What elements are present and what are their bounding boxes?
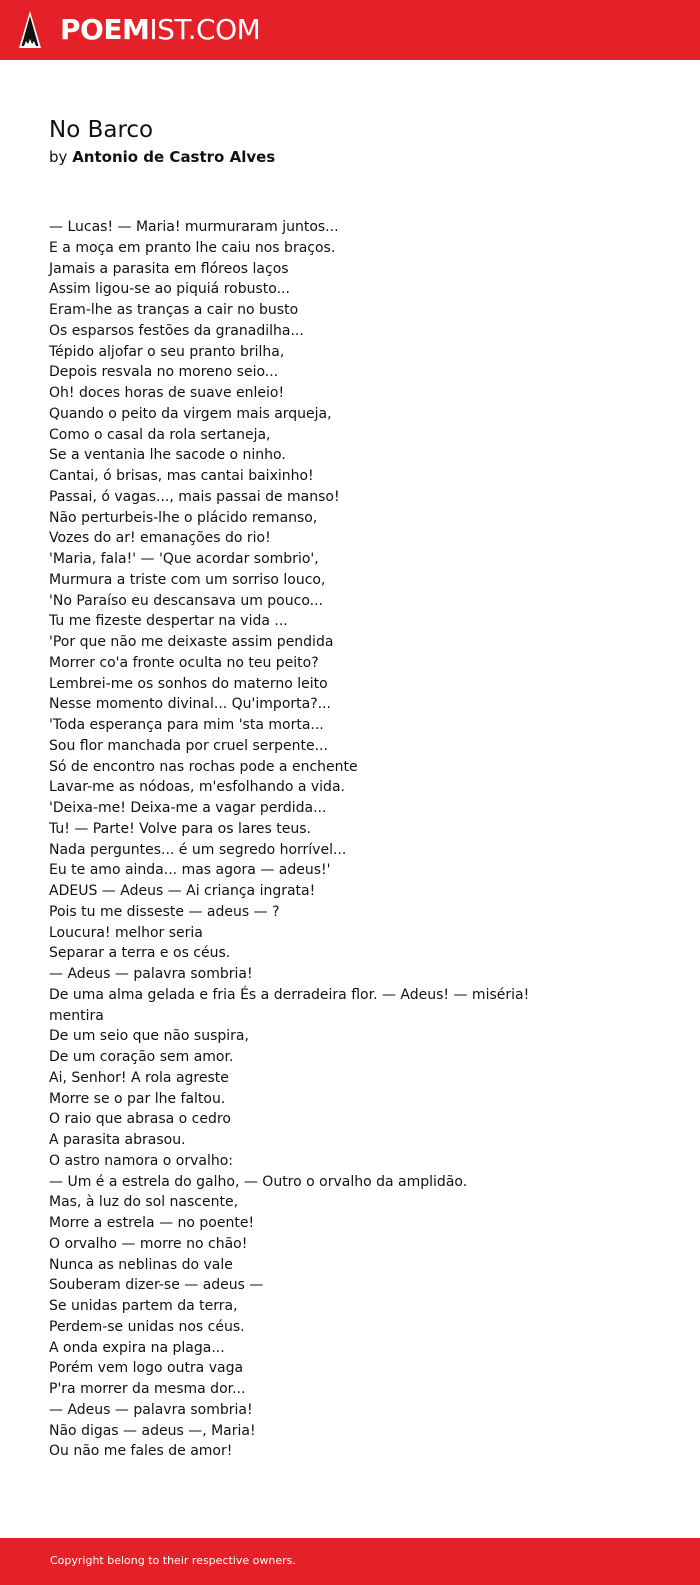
poem-line: Jamais a parasita em flóreos laços	[49, 260, 289, 277]
poem-line: O raio que abrasa o cedro	[49, 1111, 231, 1128]
poem-line: Morre a estrela — no poente!	[49, 1215, 255, 1231]
poem-title: No Barco	[49, 117, 154, 143]
poem-line: Sou flor manchada por cruel serpente...	[49, 737, 328, 754]
poem-line: Ai, Senhor! A rola agreste	[49, 1069, 229, 1086]
byline-prefix: by	[49, 148, 68, 166]
poem-line: Nunca as neblinas do vale	[49, 1256, 233, 1273]
site-footer	[0, 1538, 700, 1585]
author-name: Antonio de Castro Alves	[72, 148, 276, 166]
pencil-icon[interactable]	[18, 10, 42, 50]
poem-byline	[49, 146, 669, 168]
poem-line: Porém vem logo outra vaga	[49, 1360, 244, 1377]
poem-line: — Adeus — palavra sombria!	[49, 1401, 253, 1418]
poem-line: 'Toda esperança para mim 'sta morta...	[49, 717, 324, 733]
poem-line: Murmura a triste com um sorriso louco,	[49, 571, 326, 588]
poem-line: Lembrei-me os sonhos do materno leito	[49, 675, 328, 692]
poem-body	[49, 217, 529, 1462]
poem-line: — Um é a estrela do galho, — Outro o orvalho da amplidão.	[49, 1173, 468, 1190]
poem-line: mentira	[49, 1007, 104, 1024]
poem-line: Não digas — adeus —, Maria!	[49, 1422, 256, 1439]
poem-line: De um seio que não suspira,	[49, 1028, 249, 1045]
poem-line: Eram-lhe as tranças a cair no busto	[49, 302, 299, 318]
poem-line: Tu me fizeste despertar na vida ...	[49, 613, 288, 630]
poem-line: ADEUS — Adeus — Ai criança ingrata!	[49, 883, 316, 899]
poem-line: Pois tu me disseste — adeus — ?	[49, 903, 280, 920]
poem-line: 'Maria, fala!' — 'Que acordar sombrio',	[49, 551, 319, 567]
poem-line: De um coração sem amor.	[49, 1049, 234, 1065]
poem-line: Só de encontro nas rochas pode a enchente	[49, 758, 358, 775]
poem-line: Eu te amo ainda... mas agora — adeus!'	[49, 862, 331, 879]
poem-line: Nesse momento divinal... Qu'importa?...	[49, 696, 331, 713]
logo-light-text: IST.COM	[149, 13, 261, 46]
site-header	[0, 0, 700, 60]
poem-line: E a moça em pranto lhe caiu nos braços.	[49, 239, 336, 256]
poem-line: 'No Paraíso eu descansava um pouco...	[49, 592, 323, 609]
poem-line: De uma alma gelada e fria És a derradeira flor. — Adeus! — miséria!	[49, 986, 530, 1003]
poem-line: Souberam dizer-se — adeus —	[49, 1277, 264, 1294]
copyright-text: Copyright belong to their respective owners.	[50, 1554, 296, 1567]
logo-bold-text: POEM	[60, 13, 150, 46]
poem-line: Se a ventania lhe sacode o ninho.	[49, 447, 286, 464]
poem-line: Ou não me fales de amor!	[49, 1443, 233, 1460]
poem-line: O astro namora o orvalho:	[49, 1152, 233, 1169]
poem-line: Se unidas partem da terra,	[49, 1298, 238, 1314]
poem-line: Como o casal da rola sertaneja,	[49, 426, 271, 443]
poem-line: Nada perguntes... é um segredo horrível...	[49, 841, 347, 858]
poem-line: — Lucas! — Maria! murmuraram juntos...	[49, 219, 339, 235]
poem-line: Depois resvala no moreno seio...	[49, 364, 279, 381]
poem-line: Tépido aljofar o seu pranto brilha,	[49, 343, 285, 360]
poem-line: Cantai, ó brisas, mas cantai baixinho!	[49, 468, 314, 484]
poem-line: Morre se o par lhe faltou.	[49, 1090, 226, 1107]
poem-line: Quando o peito da virgem mais arqueja,	[49, 405, 332, 422]
poem-line: Perdem-se unidas nos céus.	[49, 1318, 245, 1335]
poem-line: Morrer co'a fronte oculta no teu peito?	[49, 654, 319, 671]
site-logo[interactable]	[60, 12, 260, 48]
poem-line: Os esparsos festões da granadilha...	[49, 322, 304, 339]
poem-line: Assim ligou-se ao piquiá robusto...	[49, 281, 290, 298]
poem-line: Não perturbeis-lhe o plácido remanso,	[49, 509, 318, 526]
poem-line: Vozes do ar! emanações do rio!	[49, 530, 271, 547]
poem-content	[49, 114, 669, 1460]
poem-line: Separar a terra e os céus.	[49, 945, 231, 962]
poem-line: A parasita abrasou.	[49, 1132, 186, 1148]
poem-line: Oh! doces horas de suave enleio!	[49, 385, 285, 401]
poem-line: Loucura! melhor seria	[49, 924, 203, 941]
poem-line: Lavar-me as nódoas, m'esfolhando a vida.	[49, 779, 345, 796]
poem-line: O orvalho — morre no chão!	[49, 1235, 248, 1252]
poem-line: A onda expira na plaga...	[49, 1339, 225, 1356]
poem-line: — Adeus — palavra sombria!	[49, 966, 253, 982]
poem-line: P'ra morrer da mesma dor...	[49, 1381, 246, 1397]
poem-line: 'Por que não me deixaste assim pendida	[49, 634, 334, 650]
poem-line: Tu! — Parte! Volve para os lares teus.	[49, 820, 311, 837]
poem-line: 'Deixa-me! Deixa-me a vagar perdida...	[49, 800, 327, 816]
poem-line: Mas, à luz do sol nascente,	[49, 1194, 239, 1211]
poem-line: Passai, ó vagas..., mais passai de manso!	[49, 488, 340, 505]
